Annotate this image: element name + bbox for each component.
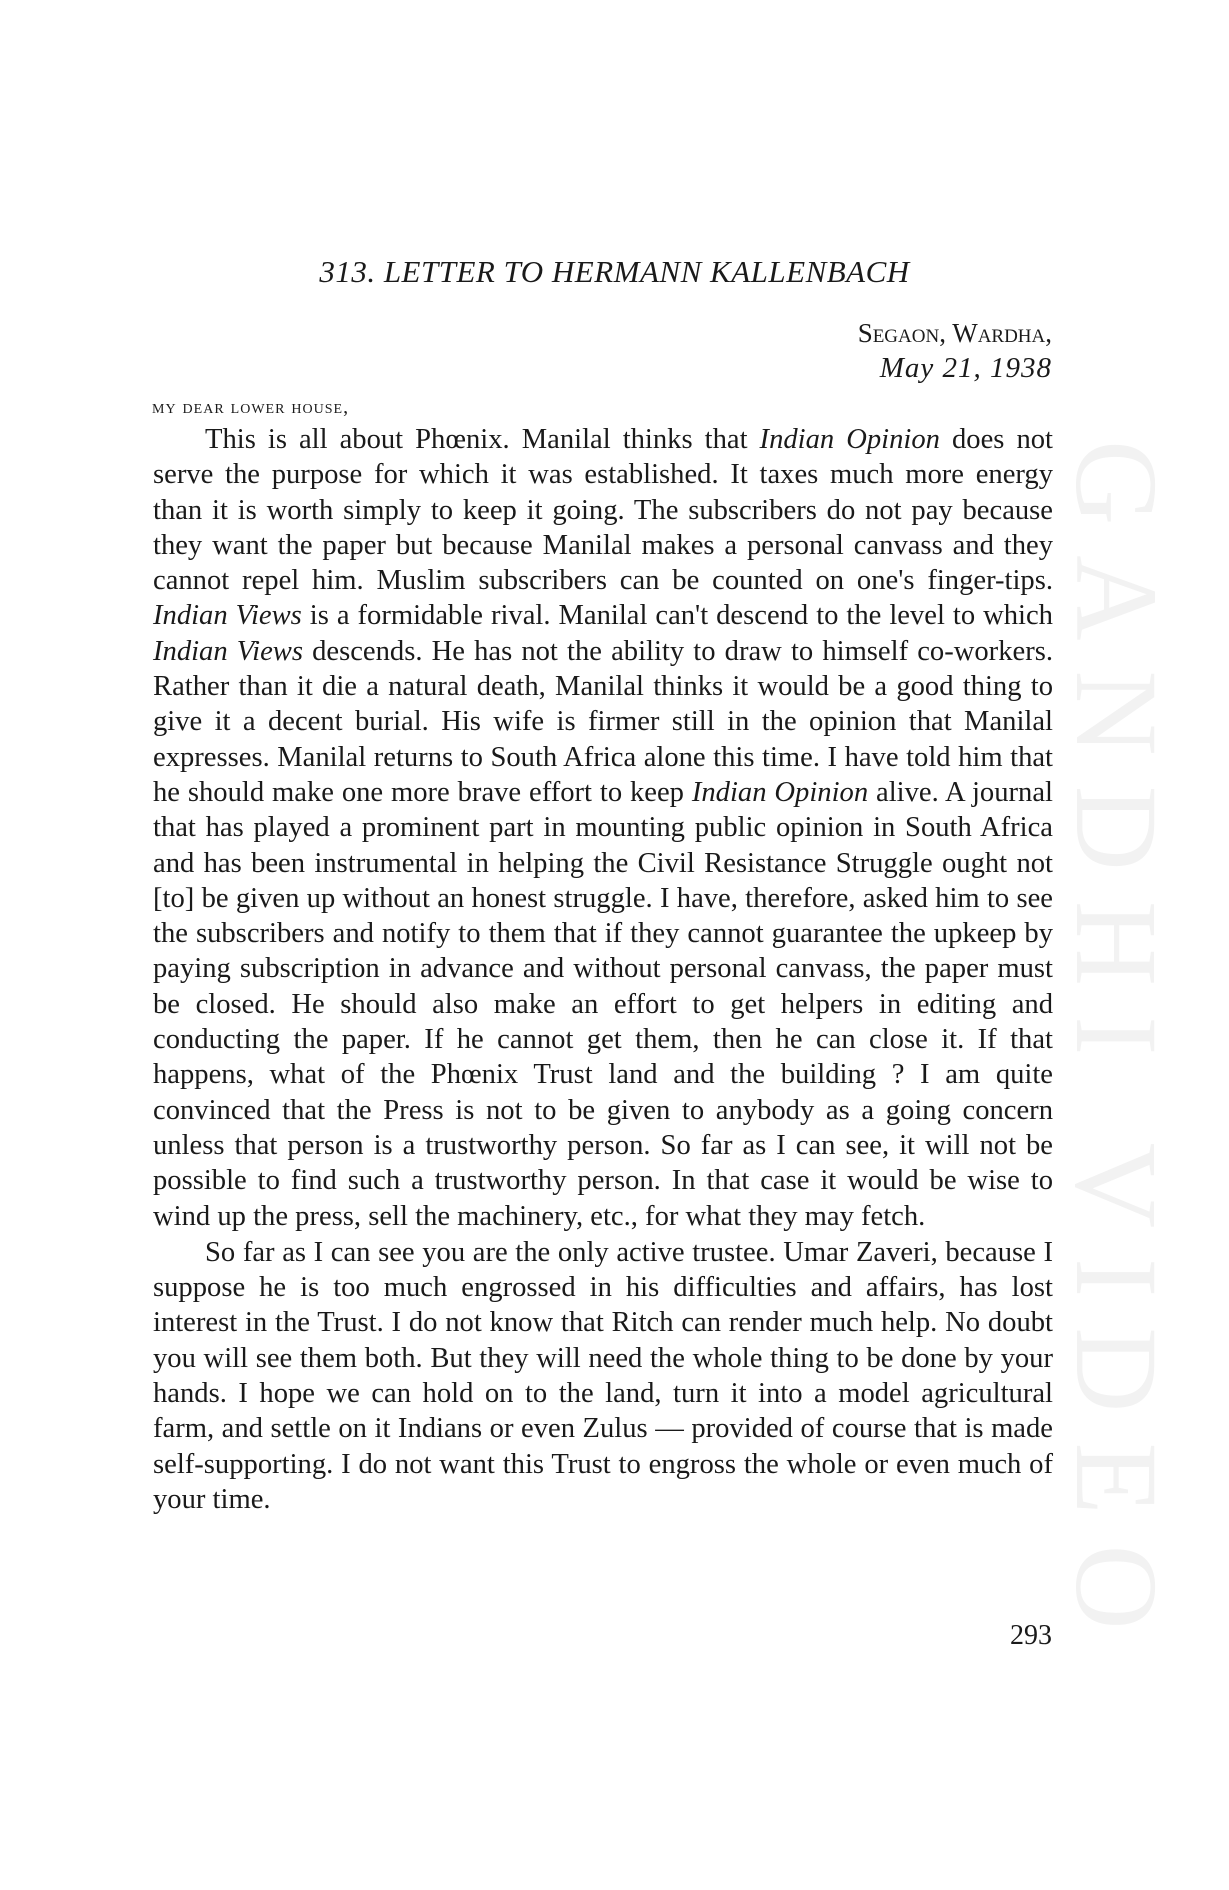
page-number: 293 bbox=[1010, 1620, 1052, 1651]
newspaper-title: Indian Opinion bbox=[759, 424, 940, 455]
letter-body bbox=[153, 422, 1053, 1517]
newspaper-title: Indian Views bbox=[153, 635, 303, 667]
paragraph-1-text-2: does not serve the purpose for which it was established. It taxes much more energy than it is worth simply to keep it going. The subscribers do not pay because they want the paper but because Manilal makes a personal canvass and they cannot repel him. Muslim subscribers can be counted on one's finger-tips. bbox=[153, 424, 1053, 597]
paragraph-1 bbox=[153, 422, 1053, 1234]
letter-date: May 21, 1938 bbox=[879, 352, 1052, 384]
watermark bbox=[1051, 440, 1186, 1660]
newspaper-title: Indian Views bbox=[153, 600, 302, 632]
letter-title: 313. LETTER TO HERMANN KALLENBACH bbox=[319, 254, 910, 289]
paragraph-1-text-5: alive. A journal that has played a prominent part in mounting public opinion in South Africa and has been instrumental in helping the Civil Resistance Struggle ought not [to] be given up without an honest struggle. I have, therefore, asked him to see the subscribers and notify to them that if they cannot guarantee the upkeep by paying subscription in advance and without personal canvass, the paper must be closed. He should also make an effort to get helpers in editing and conducting the paper. If he cannot get them, then he can close it. If that happens, what of the Phœnix Trust land and the building ? I am quite convinced that the Press is not to be given to anybody as a going concern unless that person is a trustworthy person. So far as I can see, it will not be possible to find such a trustworthy person. In that case it would be wise to wind up the press, sell the machinery, etc., for what they may fetch. bbox=[153, 776, 1053, 1232]
watermark-text: GANDHI VIDEO bbox=[1051, 440, 1182, 1660]
paragraph-1-text-4: descends. He has not the ability to draw to himself co-workers. Rather than it die a natural death, Manilal thinks it would be a good thing to give it a decent burial. His wife is firmer still in the opinion that Manilal expresses. Manilal returns to South Africa alone this time. I have told him that he should make one more brave effort to keep bbox=[153, 635, 1053, 808]
paragraph-1-text-1: This is all about Phœnix. Manilal thinks that bbox=[205, 424, 760, 455]
paragraph-2: So far as I can see you are the only active trustee. Umar Zaveri, because I suppose he is too much engrossed in his difficulties and affairs, has lost interest in the Trust. I do not know that Ritch can render much help. No doubt you will see them both. But they will need the whole thing to be done by your hands. I hope we can hold on to the land, turn it into a model agricultural farm, and settle on it Indians or even Zulus — provided of course that is made self-supporting. I do not want this Trust to engross the whole or even much of your time. bbox=[153, 1236, 1053, 1515]
letter-place: Segaon, Wardha, bbox=[857, 318, 1052, 348]
letter-salutation: my dear lower house, bbox=[152, 396, 350, 418]
newspaper-title: Indian Opinion bbox=[691, 776, 869, 808]
paragraph-1-text-3: is a formidable rival. Manilal can't descend to the level to which bbox=[301, 600, 1053, 632]
